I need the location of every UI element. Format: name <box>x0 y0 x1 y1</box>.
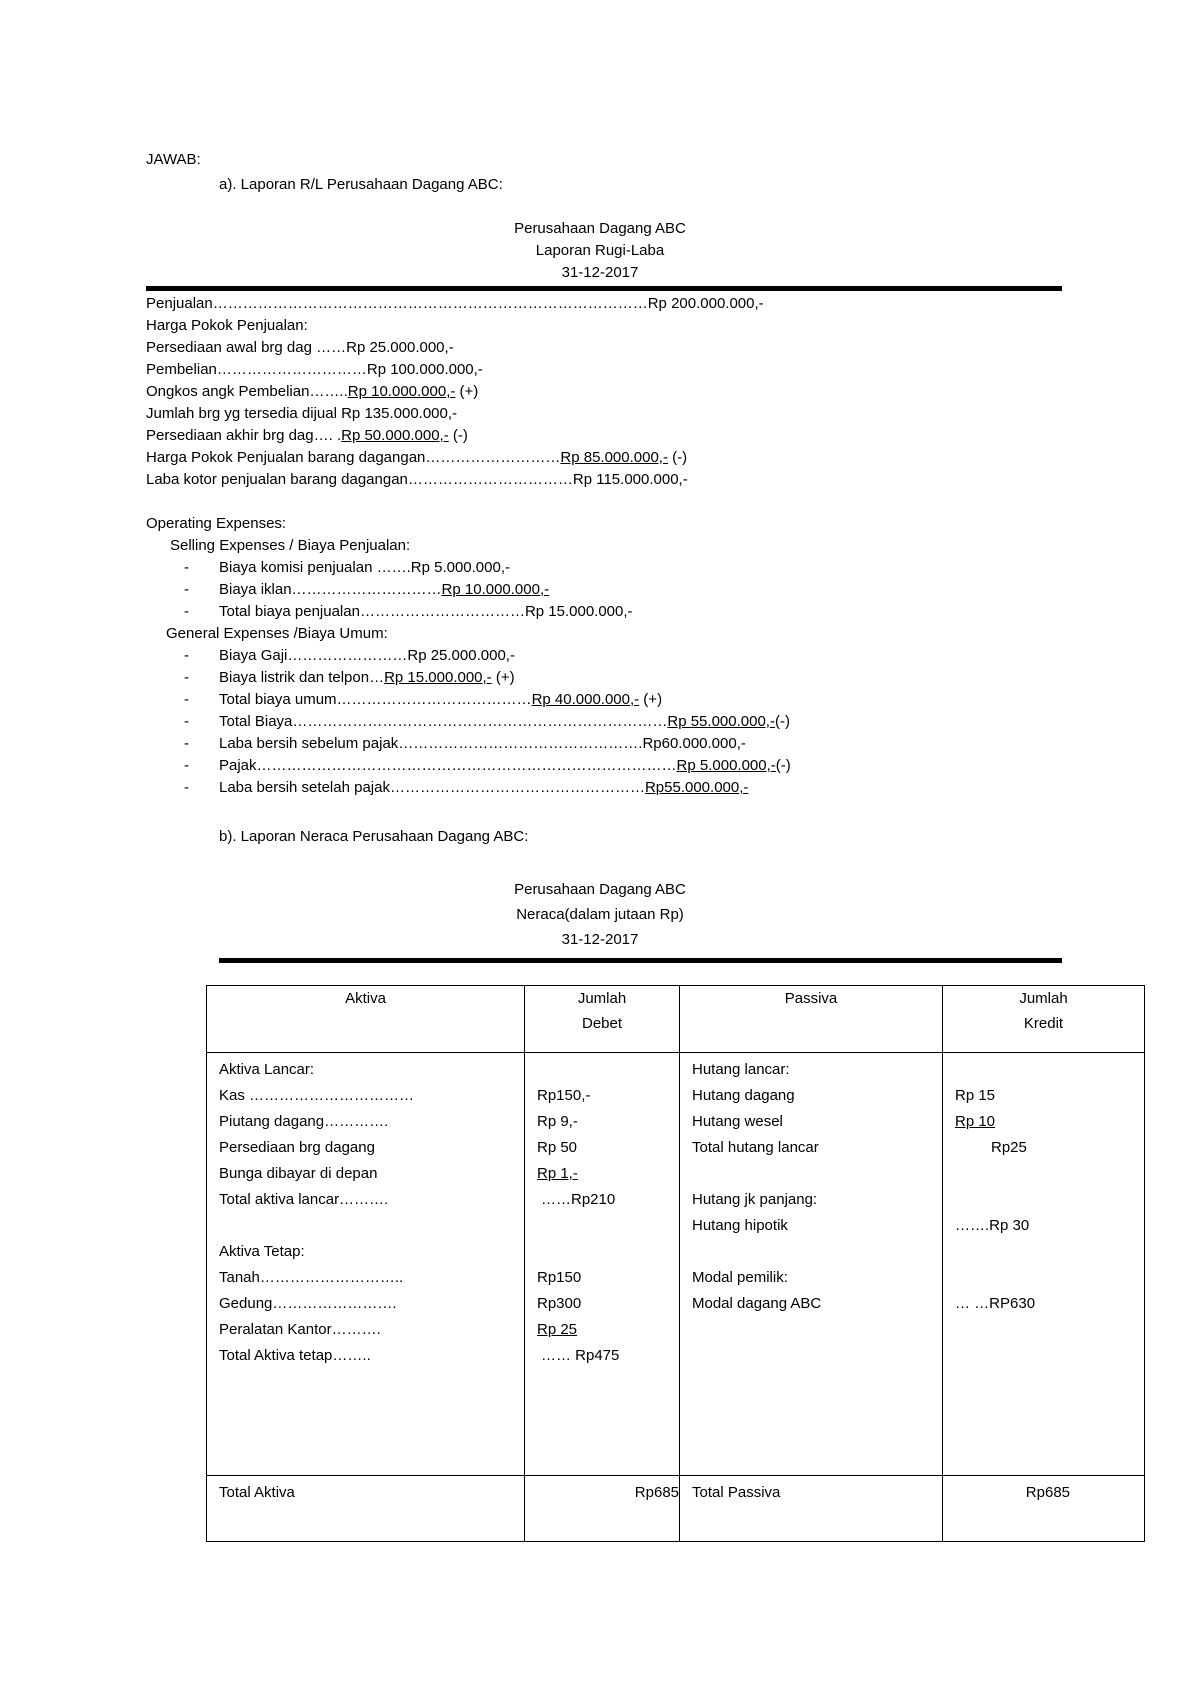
debet-value: Rp150,- <box>537 1087 591 1104</box>
listrik-line: Biaya listrik dan telpon…Rp 15.000.000,- (+) <box>219 669 515 686</box>
kredit-value <box>943 1161 1144 1187</box>
bullet-dash: - <box>184 559 189 576</box>
bullet-dash: - <box>184 757 189 774</box>
kredit-value <box>943 1187 1144 1213</box>
aktiva-item: Kas …………………………… <box>219 1087 415 1104</box>
bullet-dash: - <box>184 603 189 620</box>
total-passiva-label: Total Passiva <box>692 1484 781 1501</box>
rl-header-rule <box>146 286 1062 291</box>
total-biaya-line: Total Biaya…………………………………………………………………Rp 55.000.000,-(-) <box>219 713 790 730</box>
jumlah-debet-header: Jumlah Debet <box>525 986 680 1053</box>
debet-value: Rp 50 <box>537 1139 578 1156</box>
kredit-value <box>943 1265 1144 1291</box>
passiva-item: Total hutang lancar <box>692 1139 819 1156</box>
passiva-item <box>680 1161 942 1187</box>
passiva-item: Hutang lancar: <box>692 1061 790 1078</box>
passiva-item <box>680 1239 942 1265</box>
total-passiva-label-cell <box>680 1476 943 1542</box>
neraca-company-name: Perusahaan Dagang ABC <box>514 881 686 898</box>
rl-company-name: Perusahaan Dagang ABC <box>514 220 686 237</box>
selling-expenses-heading: Selling Expenses / Biaya Penjualan: <box>170 537 411 554</box>
debet-value: Rp 9,- <box>537 1113 578 1130</box>
rl-report-title: Laporan Rugi-Laba <box>535 242 665 259</box>
total-passiva-value: Rp685 <box>943 1476 1145 1542</box>
passiva-item: Hutang wesel <box>692 1113 783 1130</box>
passiva-header: Passiva <box>680 986 943 1053</box>
bullet-dash: - <box>184 669 189 686</box>
passiva-item: Modal dagang ABC <box>692 1295 822 1312</box>
penjualan-line: Penjualan……………………………………………………………………………Rp 200.000.000,- <box>146 295 764 312</box>
neraca-report-date: 31-12-2017 <box>561 931 639 948</box>
debet-value <box>525 1239 679 1265</box>
kredit-value: Rp 15 <box>955 1087 996 1104</box>
section-a-heading: a). Laporan R/L Perusahaan Dagang ABC: <box>219 176 503 193</box>
jumlah-kredit-header: Jumlah Kredit <box>943 986 1145 1053</box>
neraca-body-row <box>207 1053 1145 1476</box>
kredit-value <box>943 1057 1144 1083</box>
debet-value <box>525 1057 679 1083</box>
bullet-dash: - <box>184 713 189 730</box>
aktiva-item: Piutang dagang…………. <box>219 1113 389 1130</box>
laba-sebelum-pajak-line: Laba bersih sebelum pajak………………………………………….Rp60.000.000,- <box>219 735 746 752</box>
pajak-line: Pajak…………………………………………………………………………Rp 5.000.000,-(-) <box>219 757 791 774</box>
passiva-item: Hutang hipotik <box>692 1217 788 1234</box>
aktiva-item: Total Aktiva tetap…….. <box>219 1347 371 1364</box>
kredit-value: Rp 10 <box>955 1113 996 1130</box>
general-expenses-heading: General Expenses /Biaya Umum: <box>166 625 388 642</box>
total-aktiva-value: Rp685 <box>525 1476 680 1542</box>
hpp-total-line: Harga Pokok Penjualan barang dagangan………………………Rp 85.000.000,- (-) <box>146 449 688 466</box>
neraca-total-row <box>207 1476 1145 1542</box>
laba-kotor-line: Laba kotor penjualan barang dagangan……………………………Rp 115.000.000,- <box>146 471 688 488</box>
passiva-column <box>680 1053 943 1476</box>
total-biaya-umum-line: Total biaya umum…………………………………Rp 40.000.000,- (+) <box>219 691 663 708</box>
jumlah-tersedia-line: Jumlah brg yg tersedia dijual Rp 135.000.000,- <box>146 405 458 422</box>
bullet-dash: - <box>184 735 189 752</box>
bullet-dash: - <box>184 779 189 796</box>
persediaan-akhir-line: Persediaan akhir brg dag…. .Rp 50.000.000,- (-) <box>146 427 468 444</box>
gaji-line: Biaya Gaji……………………Rp 25.000.000,- <box>219 647 515 664</box>
debet-value: Rp 1,- <box>537 1165 578 1182</box>
aktiva-item: Peralatan Kantor………. <box>219 1321 381 1338</box>
aktiva-item: Persediaan brg dagang <box>219 1139 375 1156</box>
aktiva-item: Tanah……………………….. <box>219 1269 404 1286</box>
debet-value: …… Rp475 <box>541 1347 620 1364</box>
kredit-value: … …RP630 <box>955 1295 1036 1312</box>
kredit-value: …….Rp 30 <box>955 1217 1030 1234</box>
komisi-line: Biaya komisi penjualan …….Rp 5.000.000,- <box>219 559 510 576</box>
aktiva-item <box>207 1213 524 1239</box>
passiva-item: Hutang jk panjang: <box>692 1191 818 1208</box>
total-aktiva-label-cell <box>207 1476 525 1542</box>
aktiva-item: Aktiva Lancar: <box>219 1061 315 1078</box>
bullet-dash: - <box>184 581 189 598</box>
section-b-heading: b). Laporan Neraca Perusahaan Dagang ABC: <box>219 828 529 845</box>
neraca-report-title: Neraca(dalam jutaan Rp) <box>516 906 684 923</box>
persediaan-awal-line: Persediaan awal brg dag ……Rp 25.000.000,- <box>146 339 454 356</box>
debet-column <box>525 1053 680 1476</box>
bullet-dash: - <box>184 647 189 664</box>
debet-value <box>525 1213 679 1239</box>
total-aktiva-label: Total Aktiva <box>219 1484 295 1501</box>
jawab-label: JAWAB: <box>146 151 201 168</box>
aktiva-item: Gedung……………………. <box>219 1295 397 1312</box>
rl-report-date: 31-12-2017 <box>561 264 639 281</box>
aktiva-item: Total aktiva lancar………. <box>219 1191 389 1208</box>
aktiva-item: Bunga dibayar di depan <box>219 1165 378 1182</box>
passiva-item: Modal pemilik: <box>692 1269 788 1286</box>
neraca-header-rule <box>219 958 1062 963</box>
iklan-line: Biaya iklan…………………………Rp 10.000.000,- <box>219 581 550 598</box>
kredit-column <box>943 1053 1145 1476</box>
passiva-item: Hutang dagang <box>692 1087 795 1104</box>
laba-setelah-pajak-line: Laba bersih setelah pajak……………………………………………Rp55.000.000,- <box>219 779 749 796</box>
bullet-dash: - <box>184 691 189 708</box>
operating-expenses-heading: Operating Expenses: <box>146 515 287 532</box>
ongkos-angkut-line: Ongkos angk Pembelian……..Rp 10.000.000,- (+) <box>146 383 479 400</box>
total-biaya-penjualan-line: Total biaya penjualan……………………………Rp 15.000.000,- <box>219 603 633 620</box>
debet-value: Rp 25 <box>537 1321 578 1338</box>
debet-value: ……Rp210 <box>541 1191 616 1208</box>
aktiva-item: Aktiva Tetap: <box>219 1243 305 1260</box>
hpp-heading: Harga Pokok Penjualan: <box>146 317 308 334</box>
aktiva-column <box>207 1053 525 1476</box>
kredit-value: Rp25 <box>991 1139 1027 1156</box>
pembelian-line: Pembelian…………………………Rp 100.000.000,- <box>146 361 483 378</box>
debet-value: Rp150 <box>537 1269 582 1286</box>
aktiva-header: Aktiva <box>207 986 525 1053</box>
debet-value: Rp300 <box>537 1295 582 1312</box>
kredit-value <box>943 1239 1144 1265</box>
neraca-table <box>206 985 1145 1542</box>
neraca-header-row <box>207 986 1145 1053</box>
